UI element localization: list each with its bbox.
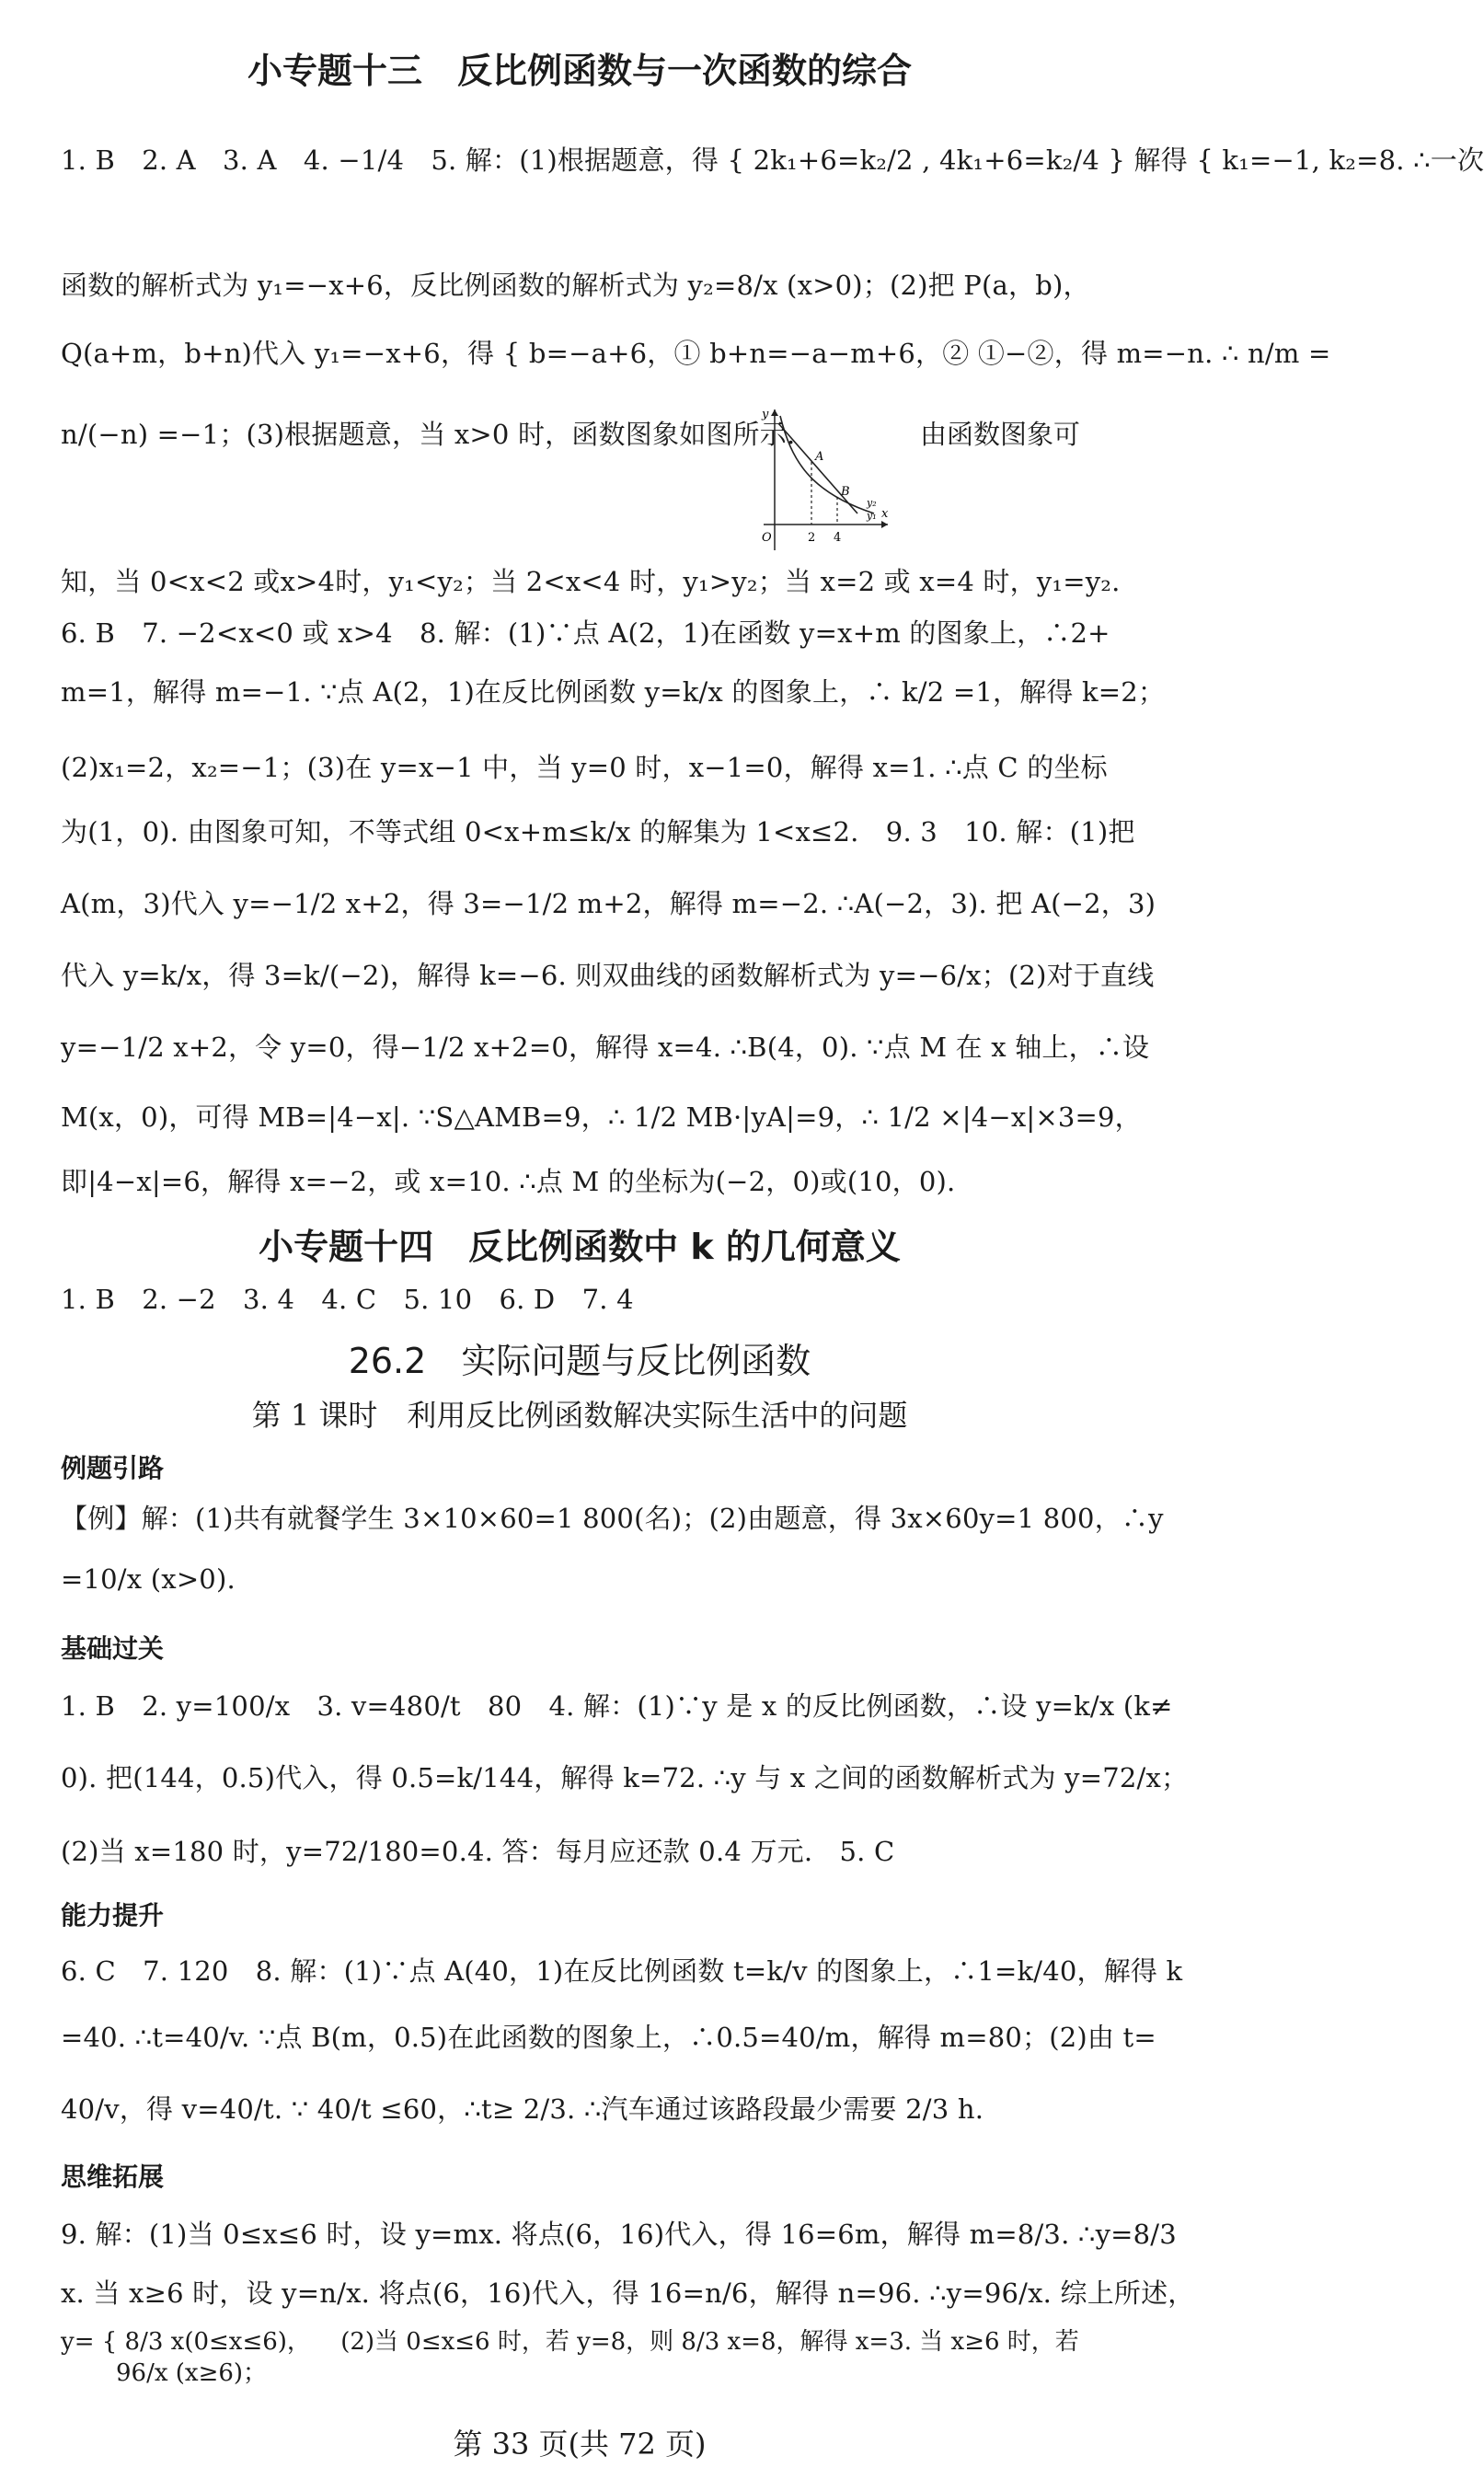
- text-line: 6. B 7. −2<x<0 或 x>4 8. 解：(1)∵点 A(2，1)在函数 y=x+m 的图象上，∴2+: [61, 617, 1110, 649]
- text-line: 9. 解：(1)当 0≤x≤6 时，设 y=mx. 将点(6，16)代入，得 16=6m，解得 m=8/3. ∴y=8/3: [61, 2219, 1177, 2250]
- text-line: (2)x₁=2，x₂=−1；(3)在 y=x−1 中，当 y=0 时，x−1=0，解得 x=1. ∴点 C 的坐标: [61, 752, 1108, 783]
- text-line: 0). 把(144，0.5)代入，得 0.5=k/144，解得 k=72. ∴y 与 x 之间的函数解析式为 y=72/x；: [61, 1762, 1189, 1793]
- lesson-title: 第 1 课时 利用反比例函数解决实际生活中的问题: [251, 1398, 908, 1433]
- topic14-title: 小专题十四 反比例函数中 k 的几何意义: [259, 1227, 901, 1267]
- text-line: m=1，解得 m=−1. ∵点 A(2，1)在反比例函数 y=k/x 的图象上，∴ k/2 =1，解得 k=2；: [61, 676, 1166, 708]
- text-line: 即|4−x|=6，解得 x=−2，或 x=10. ∴点 M 的坐标为(−2，0)或(10，0).: [61, 1166, 956, 1197]
- text-line: 为(1，0). 由图象可知，不等式组 0<x+m≤k/x 的解集为 1<x≤2. 9. 3 10. 解：(1)把: [61, 816, 1135, 847]
- text-line: (2)当 x=180 时，y=72/180=0.4. 答：每月应还款 0.4 万元. 5. C: [61, 1836, 895, 1867]
- line-label: y₁: [867, 510, 877, 522]
- subheading-thinking: 思维拓展: [61, 2162, 165, 2192]
- text-line: =10/x (x>0).: [61, 1563, 236, 1595]
- tick-label: 2: [808, 531, 816, 545]
- graph-caption: 由函数图象可: [920, 419, 1081, 450]
- text-line: 函数的解析式为 y₁=−x+6，反比例函数的解析式为 y₂=8/x (x>0)；(2)把 P(a，b)，: [61, 270, 1090, 301]
- text-line: n/(−n) =−1；(3)根据题意，当 x>0 时，函数图象如图所示.: [61, 419, 796, 450]
- text-line: (2)当 0≤x≤6 时，若 y=8，则 8/3 x=8，解得 x=3. 当 x≥6 时，若: [340, 2328, 1079, 2356]
- point-a-label: A: [815, 450, 824, 464]
- text-line: 知，当 0<x<2 或x>4时，y₁<y₂；当 2<x<4 时，y₁>y₂；当 x=2 或 x=4 时，y₁=y₂.: [61, 566, 1121, 597]
- text-line: 【例】解：(1)共有就餐学生 3×10×60=1 800(名)；(2)由题意，得 3x×60y=1 800，∴y: [61, 1503, 1164, 1534]
- piecewise-case-1: y= { 8/3 x(0≤x≤6)，: [61, 2328, 311, 2356]
- subheading-basic: 基础过关: [61, 1633, 165, 1664]
- subheading-ability: 能力提升: [61, 1900, 165, 1931]
- text-line: M(x，0)，可得 MB=|4−x|. ∵S△AMB=9，∴ 1/2 MB·|yA|=9，∴ 1/2 ×|4−x|×3=9，: [61, 1101, 1142, 1133]
- point-b-label: B: [841, 485, 850, 499]
- piecewise-case-2: 96/x (x≥6)；: [116, 2359, 268, 2387]
- y-axis-label: y: [762, 408, 769, 421]
- piecewise-lines: [61, 2326, 1128, 2389]
- answer-line: 1. B 2. −2 3. 4 4. C 5. 10 6. D 7. 4: [61, 1284, 634, 1315]
- function-graph: [754, 405, 892, 552]
- tick-label: 4: [834, 531, 842, 545]
- page-footer: 第 33 页(共 72 页): [453, 2427, 707, 2462]
- text-line: =40. ∴t=40/v. ∵点 B(m，0.5)在此函数的图象上，∴0.5=40/m，解得 m=80；(2)由 t=: [61, 2022, 1156, 2053]
- curve-label: y₂: [867, 497, 877, 509]
- section-title: 26.2 实际问题与反比例函数: [348, 1341, 811, 1381]
- text-line: y=−1/2 x+2，令 y=0，得−1/2 x+2=0，解得 x=4. ∴B(4，0). ∵点 M 在 x 轴上，∴设: [61, 1032, 1150, 1063]
- text-line: Q(a+m，b+n)代入 y₁=−x+6，得 { b=−a+6，① b+n=−a−m+6，② ①−②，得 m=−n. ∴ n/m =: [61, 338, 1331, 369]
- origin-label: O: [762, 531, 772, 545]
- text-line: x. 当 x≥6 时，设 y=n/x. 将点(6，16)代入，得 16=n/6，解得 n=96. ∴y=96/x. 综上所述，: [61, 2277, 1195, 2309]
- subheading-example: 例题引路: [61, 1453, 165, 1483]
- text-line: 40/v，得 v=40/t. ∵ 40/t ≤60，∴t≥ 2/3. ∴汽车通过该路段最少需要 2/3 h.: [61, 2093, 984, 2125]
- text-line: 6. C 7. 120 8. 解：(1)∵点 A(40，1)在反比例函数 t=k/v 的图象上，∴1=k/40，解得 k: [61, 1955, 1183, 1987]
- topic13-title: 小专题十三 反比例函数与一次函数的综合: [247, 51, 912, 91]
- text-line: 代入 y=k/x，得 3=k/(−2)，解得 k=−6. 则双曲线的函数解析式为 y=−6/x；(2)对于直线: [61, 960, 1155, 991]
- x-axis-label: x: [881, 507, 889, 521]
- text-line: 1. B 2. A 3. A 4. −1/4 5. 解：(1)根据题意，得 { 2k₁+6=k₂/2 , 4k₁+6=k₂/4 } 解得 { k₁=−1, k₂=8. ∴一次: [61, 144, 1484, 176]
- text-line: 1. B 2. y=100/x 3. v=480/t 80 4. 解：(1)∵y 是 x 的反比例函数，∴设 y=k/x (k≠: [61, 1690, 1173, 1722]
- text-line: A(m，3)代入 y=−1/2 x+2，得 3=−1/2 m+2，解得 m=−2. ∴A(−2，3). 把 A(−2，3): [61, 888, 1156, 919]
